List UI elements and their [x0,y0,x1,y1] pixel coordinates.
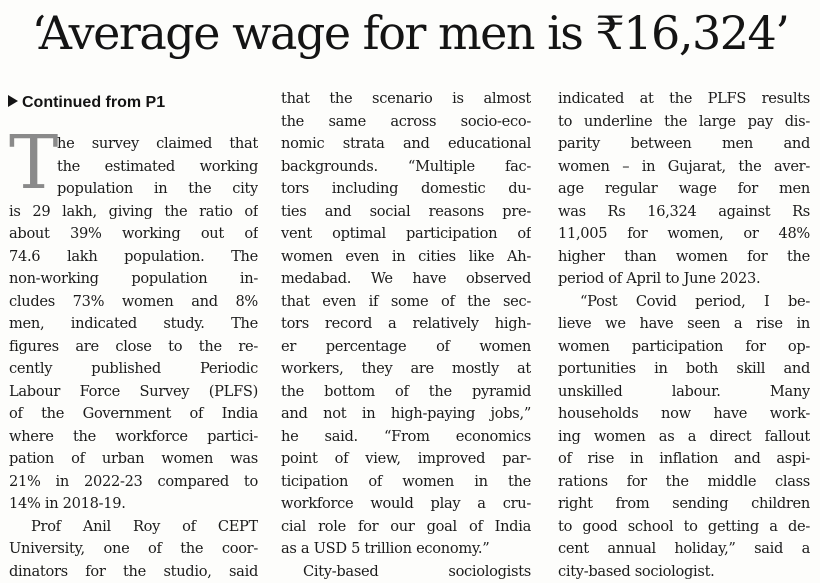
text-line: point of view, improved par- [281,448,531,471]
text-line: and not in high-paying jobs,” [281,403,531,426]
text-line: workforce would play a cru- [281,493,531,516]
text-line: the bottom of the pyramid [281,381,531,404]
text-line: 74.6 lakh population. The [9,246,258,269]
text-line: unskilled labour. Many [558,381,810,404]
text-line: the same across socio-eco- [281,111,531,134]
text-line: er percentage of women [281,336,531,359]
text-line: medabad. We have observed [281,268,531,291]
text-line: cent annual holiday,” said a [558,538,810,561]
text-line: University, one of the coor- [9,538,258,561]
text-line: women – in Gujarat, the aver- [558,156,810,179]
text-line: he said. “From economics [281,426,531,449]
text-line: where the workforce partici- [9,426,258,449]
text-line: non-working population in- [9,268,258,291]
text-line: nomic strata and educational [281,133,531,156]
text-line: of the Government of India [9,403,258,426]
drop-cap: T [9,131,58,195]
text-line: that the scenario is almost [281,88,531,111]
text-line: 11,005 for women, or 48% [558,223,810,246]
text-line: that even if some of the sec- [281,291,531,314]
text-line: cludes 73% women and 8% [9,291,258,314]
text-line: to good school to getting a de- [558,516,810,539]
text-line: backgrounds. “Multiple fac- [281,156,531,179]
text-line: period of April to June 2023. [558,268,810,291]
text-line: women participation for op- [558,336,810,359]
text-line: men, indicated study. The [9,313,258,336]
text-line: he survey claimed that [9,133,258,156]
kicker-label: Continued from P1 [22,94,165,111]
text-line: is 29 lakh, giving the ratio of [9,201,258,224]
text-line: figures are close to the re- [9,336,258,359]
text-line: ing women as a direct fallout [558,426,810,449]
text-line: age regular wage for men [558,178,810,201]
text-line: of rise in inflation and aspi- [558,448,810,471]
text-line: indicated at the PLFS results [558,88,810,111]
text-line: vent optimal participation of [281,223,531,246]
text-line: workers, they are mostly at [281,358,531,381]
continued-kicker [8,93,165,113]
text-line: 14% in 2018-19. [9,493,258,516]
text-line: the estimated working [9,156,258,179]
text-line: population in the city [9,178,258,201]
text-line: women even in cities like Ah- [281,246,531,269]
text-line: Labour Force Survey (PLFS) [9,381,258,404]
article-column-3 [558,88,810,583]
text-line: tors record a relatively high- [281,313,531,336]
text-line: cently published Periodic [9,358,258,381]
triangle-bullet-icon [8,95,18,107]
text-line: to underline the large pay dis- [558,111,810,134]
text-line: city-based sociologist. [558,561,810,583]
text-line: tors including domestic du- [281,178,531,201]
text-line: ticipation of women in the [281,471,531,494]
text-line: ties and social reasons pre- [281,201,531,224]
text-line: parity between men and [558,133,810,156]
text-line: households now have work- [558,403,810,426]
text-line: Prof Anil Roy of CEPT [9,516,258,539]
text-line: “Post Covid period, I be- [558,291,810,314]
text-line: dinators for the studio, said [9,561,258,583]
text-line: was Rs 16,324 against Rs [558,201,810,224]
article-column-2 [281,88,531,583]
text-line: as a USD 5 trillion economy.” [281,538,531,561]
text-line: portunities in both skill and [558,358,810,381]
text-line: lieve we have seen a rise in [558,313,810,336]
text-line: City-based sociologists [281,561,531,583]
text-line: cial role for our goal of India [281,516,531,539]
text-line: right from sending children [558,493,810,516]
article-column-1 [9,133,258,583]
text-line: pation of urban women was [9,448,258,471]
text-line: rations for the middle class [558,471,810,494]
headline: ‘Average wage for men is ₹16,324’ [0,6,820,60]
text-line: higher than women for the [558,246,810,269]
text-line: 21% in 2022-23 compared to [9,471,258,494]
text-line: about 39% working out of [9,223,258,246]
